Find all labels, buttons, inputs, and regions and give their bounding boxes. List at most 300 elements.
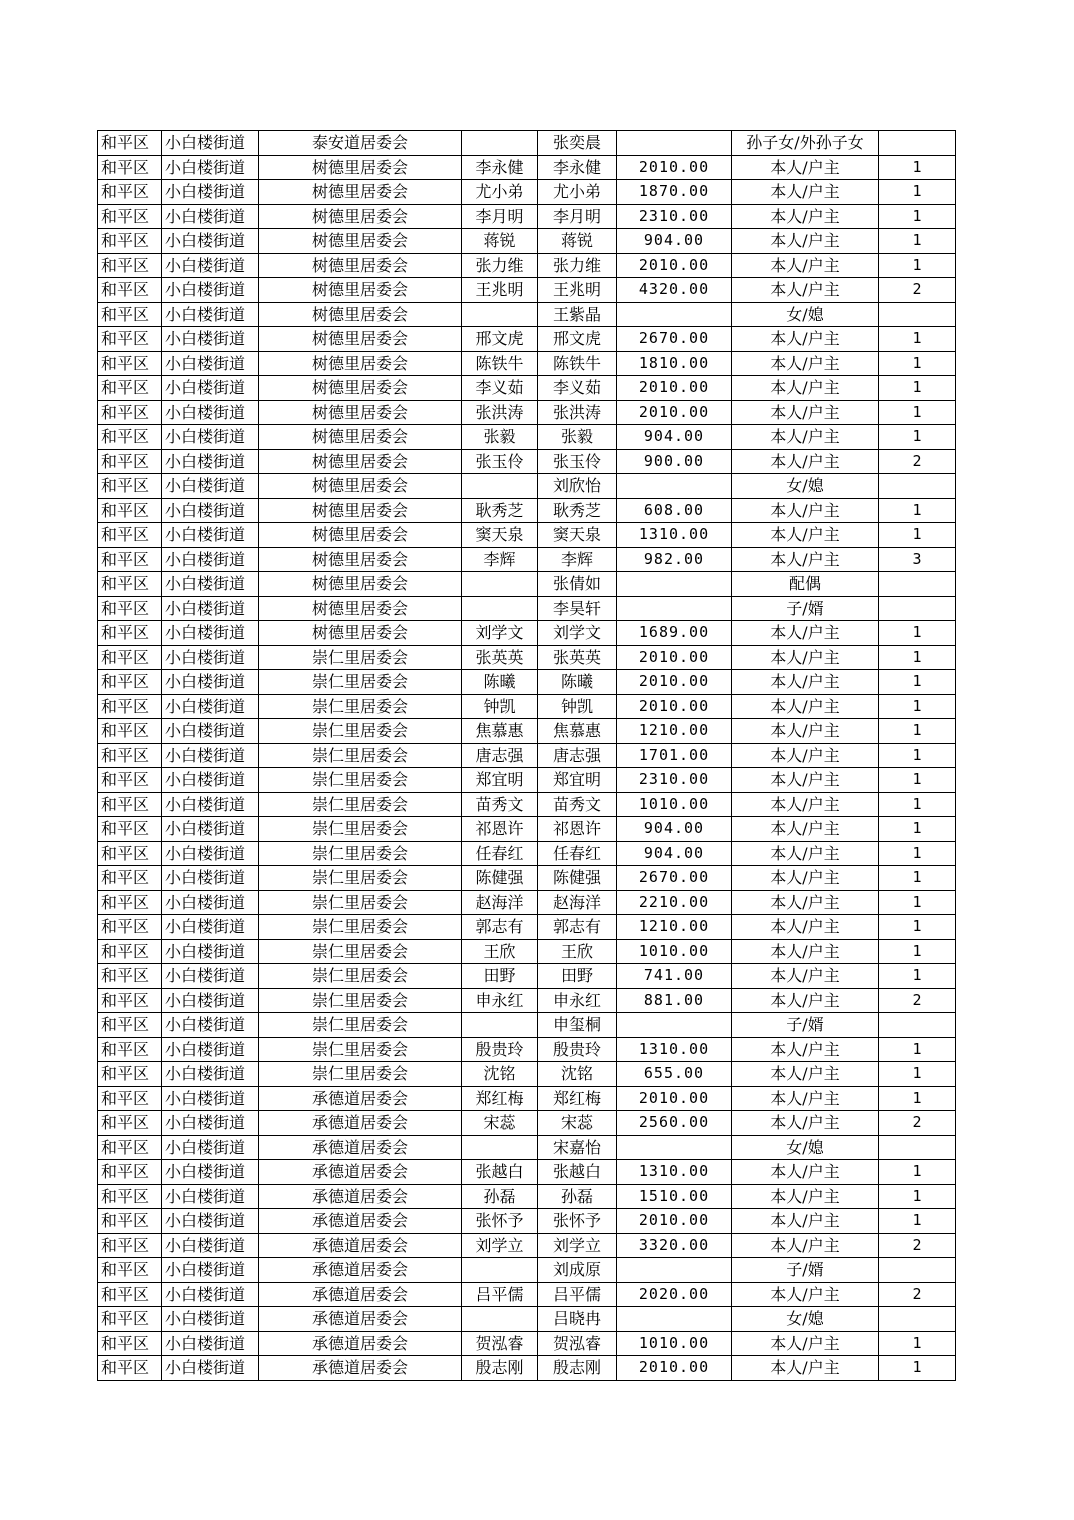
relation-cell: 本人/户主 [732,670,879,695]
committee-cell: 树德里居委会 [259,523,462,548]
amount-cell: 2560.00 [617,1111,732,1136]
member-name-cell: 刘学文 [538,621,617,646]
table-row [98,474,956,499]
district-cell: 和平区 [98,131,162,156]
amount-cell: 2010.00 [617,1086,732,1111]
district-cell: 和平区 [98,229,162,254]
applicant-cell: 王兆明 [462,278,538,303]
district-cell: 和平区 [98,204,162,229]
applicant-cell [462,1135,538,1160]
member-name-cell: 刘成原 [538,1258,617,1283]
relation-cell: 本人/户主 [732,1331,879,1356]
subdistrict-cell: 小白楼街道 [162,939,259,964]
relation-cell: 孙子女/外孙子女 [732,131,879,156]
household-size-cell: 1 [879,498,956,523]
table-row [98,1282,956,1307]
household-size-cell [879,1258,956,1283]
amount-cell: 1010.00 [617,792,732,817]
household-size-cell: 1 [879,890,956,915]
committee-cell: 承德道居委会 [259,1209,462,1234]
household-size-cell: 1 [879,768,956,793]
member-name-cell: 李义茹 [538,376,617,401]
table-row [98,915,956,940]
relation-cell: 本人/户主 [732,376,879,401]
household-size-cell: 2 [879,1233,956,1258]
table-row [98,988,956,1013]
applicant-cell: 申永红 [462,988,538,1013]
applicant-cell: 耿秀芝 [462,498,538,523]
subdistrict-cell: 小白楼街道 [162,278,259,303]
table-row [98,1233,956,1258]
subdistrict-cell: 小白楼街道 [162,547,259,572]
member-name-cell: 张奕晨 [538,131,617,156]
household-size-cell: 1 [879,792,956,817]
relation-cell: 本人/户主 [732,1111,879,1136]
district-cell: 和平区 [98,743,162,768]
amount-cell [617,302,732,327]
table-row [98,351,956,376]
member-name-cell: 张英英 [538,645,617,670]
household-size-cell: 1 [879,204,956,229]
relation-cell: 本人/户主 [732,425,879,450]
relation-cell: 本人/户主 [732,866,879,891]
district-cell: 和平区 [98,768,162,793]
amount-cell: 2020.00 [617,1282,732,1307]
table-row [98,1307,956,1332]
household-size-cell: 1 [879,964,956,989]
relation-cell: 本人/户主 [732,155,879,180]
table-row [98,400,956,425]
member-name-cell: 钟凯 [538,694,617,719]
household-size-cell [879,474,956,499]
household-size-cell: 2 [879,988,956,1013]
household-size-cell: 2 [879,1282,956,1307]
applicant-cell: 吕平儒 [462,1282,538,1307]
member-name-cell: 殷贵玲 [538,1037,617,1062]
applicant-cell: 赵海洋 [462,890,538,915]
relation-cell: 本人/户主 [732,498,879,523]
member-name-cell: 殷志刚 [538,1356,617,1381]
household-size-cell: 1 [879,1331,956,1356]
member-name-cell: 蒋锐 [538,229,617,254]
table-row [98,498,956,523]
table-row [98,547,956,572]
table-row [98,425,956,450]
table-row [98,768,956,793]
district-cell: 和平区 [98,155,162,180]
committee-cell: 树德里居委会 [259,621,462,646]
district-cell: 和平区 [98,498,162,523]
table-row [98,1331,956,1356]
applicant-cell: 张毅 [462,425,538,450]
district-cell: 和平区 [98,841,162,866]
district-cell: 和平区 [98,596,162,621]
district-cell: 和平区 [98,253,162,278]
applicant-cell: 刘学立 [462,1233,538,1258]
member-name-cell: 李永健 [538,155,617,180]
district-cell: 和平区 [98,915,162,940]
table-row [98,1184,956,1209]
relation-cell: 本人/户主 [732,1209,879,1234]
household-size-cell: 1 [879,866,956,891]
table-row [98,670,956,695]
table-row [98,449,956,474]
table-row [98,621,956,646]
subdistrict-cell: 小白楼街道 [162,768,259,793]
subdistrict-cell: 小白楼街道 [162,1233,259,1258]
committee-cell: 崇仁里居委会 [259,719,462,744]
district-cell: 和平区 [98,1258,162,1283]
table-row [98,1013,956,1038]
amount-cell [617,1307,732,1332]
amount-cell: 2310.00 [617,768,732,793]
household-size-cell: 2 [879,1111,956,1136]
committee-cell: 崇仁里居委会 [259,890,462,915]
member-name-cell: 陈曦 [538,670,617,695]
member-name-cell: 宋嘉怡 [538,1135,617,1160]
amount-cell [617,596,732,621]
subdistrict-cell: 小白楼街道 [162,596,259,621]
committee-cell: 树德里居委会 [259,253,462,278]
member-name-cell: 耿秀芝 [538,498,617,523]
committee-cell: 崇仁里居委会 [259,645,462,670]
member-name-cell: 祁恩许 [538,817,617,842]
table-row [98,743,956,768]
district-cell: 和平区 [98,890,162,915]
applicant-cell [462,302,538,327]
district-cell: 和平区 [98,1209,162,1234]
subdistrict-cell: 小白楼街道 [162,474,259,499]
applicant-cell: 李辉 [462,547,538,572]
relation-cell: 本人/户主 [732,939,879,964]
committee-cell: 崇仁里居委会 [259,694,462,719]
relation-cell: 本人/户主 [732,1062,879,1087]
committee-cell: 崇仁里居委会 [259,1037,462,1062]
relation-cell: 女/媳 [732,302,879,327]
committee-cell: 树德里居委会 [259,474,462,499]
applicant-cell: 尤小弟 [462,180,538,205]
district-cell: 和平区 [98,425,162,450]
applicant-cell: 任春红 [462,841,538,866]
member-name-cell: 王兆明 [538,278,617,303]
applicant-cell: 孙磊 [462,1184,538,1209]
table-row [98,1258,956,1283]
subdistrict-cell: 小白楼街道 [162,155,259,180]
household-size-cell: 1 [879,1037,956,1062]
relation-cell: 女/媳 [732,1307,879,1332]
household-size-cell: 1 [879,841,956,866]
member-name-cell: 郭志有 [538,915,617,940]
amount-cell: 2010.00 [617,670,732,695]
amount-cell [617,474,732,499]
committee-cell: 崇仁里居委会 [259,915,462,940]
table-row [98,1160,956,1185]
subdistrict-cell: 小白楼街道 [162,572,259,597]
amount-cell: 3320.00 [617,1233,732,1258]
member-name-cell: 尤小弟 [538,180,617,205]
committee-cell: 崇仁里居委会 [259,1062,462,1087]
amount-cell: 2010.00 [617,376,732,401]
table-row [98,180,956,205]
table-row [98,229,956,254]
relation-cell: 女/媳 [732,1135,879,1160]
relation-cell: 本人/户主 [732,719,879,744]
applicant-cell: 张力维 [462,253,538,278]
committee-cell: 树德里居委会 [259,596,462,621]
applicant-cell: 张越白 [462,1160,538,1185]
applicant-cell: 钟凯 [462,694,538,719]
household-size-cell: 1 [879,670,956,695]
applicant-cell: 郭志有 [462,915,538,940]
committee-cell: 承德道居委会 [259,1184,462,1209]
amount-cell: 1870.00 [617,180,732,205]
applicant-cell: 焦慕惠 [462,719,538,744]
member-name-cell: 张洪涛 [538,400,617,425]
relation-cell: 本人/户主 [732,1160,879,1185]
relation-cell: 本人/户主 [732,278,879,303]
household-size-cell: 1 [879,939,956,964]
household-size-cell [879,572,956,597]
committee-cell: 承德道居委会 [259,1282,462,1307]
amount-cell: 982.00 [617,547,732,572]
subdistrict-cell: 小白楼街道 [162,1258,259,1283]
committee-cell: 崇仁里居委会 [259,1013,462,1038]
subdistrict-cell: 小白楼街道 [162,621,259,646]
relation-cell: 本人/户主 [732,743,879,768]
relation-cell: 本人/户主 [732,229,879,254]
applicant-cell: 郑宜明 [462,768,538,793]
table-row [98,890,956,915]
committee-cell: 树德里居委会 [259,376,462,401]
committee-cell: 承德道居委会 [259,1111,462,1136]
table-row [98,131,956,156]
relation-cell: 本人/户主 [732,915,879,940]
household-size-cell [879,596,956,621]
subdistrict-cell: 小白楼街道 [162,1135,259,1160]
table-row [98,964,956,989]
committee-cell: 树德里居委会 [259,302,462,327]
amount-cell: 2010.00 [617,400,732,425]
table-row [98,1135,956,1160]
subdistrict-cell: 小白楼街道 [162,719,259,744]
amount-cell: 655.00 [617,1062,732,1087]
household-size-cell: 1 [879,400,956,425]
amount-cell: 1701.00 [617,743,732,768]
applicant-cell: 祁恩许 [462,817,538,842]
amount-cell: 900.00 [617,449,732,474]
roster-table [97,130,956,1381]
amount-cell: 2670.00 [617,327,732,352]
table-row [98,866,956,891]
amount-cell: 1010.00 [617,1331,732,1356]
district-cell: 和平区 [98,939,162,964]
subdistrict-cell: 小白楼街道 [162,1086,259,1111]
applicant-cell: 郑红梅 [462,1086,538,1111]
household-size-cell: 1 [879,327,956,352]
relation-cell: 本人/户主 [732,792,879,817]
committee-cell: 崇仁里居委会 [259,817,462,842]
subdistrict-cell: 小白楼街道 [162,866,259,891]
subdistrict-cell: 小白楼街道 [162,1307,259,1332]
district-cell: 和平区 [98,572,162,597]
amount-cell [617,1013,732,1038]
relation-cell: 本人/户主 [732,400,879,425]
subdistrict-cell: 小白楼街道 [162,1062,259,1087]
relation-cell: 本人/户主 [732,327,879,352]
table-row [98,327,956,352]
applicant-cell: 宋蕊 [462,1111,538,1136]
amount-cell: 2010.00 [617,155,732,180]
amount-cell [617,131,732,156]
applicant-cell: 张玉伶 [462,449,538,474]
amount-cell: 1310.00 [617,1037,732,1062]
table-row [98,694,956,719]
amount-cell: 2210.00 [617,890,732,915]
household-size-cell: 1 [879,915,956,940]
table-row [98,792,956,817]
applicant-cell: 沈铭 [462,1062,538,1087]
household-size-cell: 1 [879,523,956,548]
household-size-cell: 1 [879,743,956,768]
district-cell: 和平区 [98,449,162,474]
household-size-cell: 1 [879,1062,956,1087]
member-name-cell: 宋蕊 [538,1111,617,1136]
amount-cell [617,1258,732,1283]
applicant-cell: 李月明 [462,204,538,229]
amount-cell: 1310.00 [617,1160,732,1185]
subdistrict-cell: 小白楼街道 [162,841,259,866]
household-size-cell: 1 [879,253,956,278]
member-name-cell: 唐志强 [538,743,617,768]
district-cell: 和平区 [98,817,162,842]
committee-cell: 崇仁里居委会 [259,841,462,866]
district-cell: 和平区 [98,327,162,352]
table-row [98,939,956,964]
table-row [98,1111,956,1136]
amount-cell: 2010.00 [617,1356,732,1381]
household-size-cell: 1 [879,719,956,744]
subdistrict-cell: 小白楼街道 [162,523,259,548]
committee-cell: 承德道居委会 [259,1258,462,1283]
member-name-cell: 张怀予 [538,1209,617,1234]
subdistrict-cell: 小白楼街道 [162,180,259,205]
amount-cell [617,572,732,597]
table-row [98,572,956,597]
applicant-cell: 刘学文 [462,621,538,646]
applicant-cell [462,596,538,621]
relation-cell: 本人/户主 [732,1282,879,1307]
relation-cell: 本人/户主 [732,449,879,474]
committee-cell: 树德里居委会 [259,449,462,474]
subdistrict-cell: 小白楼街道 [162,964,259,989]
committee-cell: 树德里居委会 [259,180,462,205]
relation-cell: 本人/户主 [732,1233,879,1258]
amount-cell: 2670.00 [617,866,732,891]
subdistrict-cell: 小白楼街道 [162,1356,259,1381]
relation-cell: 本人/户主 [732,523,879,548]
amount-cell: 1689.00 [617,621,732,646]
subdistrict-cell: 小白楼街道 [162,1037,259,1062]
amount-cell: 904.00 [617,841,732,866]
table-row [98,1086,956,1111]
member-name-cell: 申永红 [538,988,617,1013]
subdistrict-cell: 小白楼街道 [162,327,259,352]
applicant-cell: 蒋锐 [462,229,538,254]
table-row [98,1062,956,1087]
district-cell: 和平区 [98,792,162,817]
relation-cell: 本人/户主 [732,621,879,646]
household-size-cell: 1 [879,694,956,719]
district-cell: 和平区 [98,670,162,695]
relation-cell: 子/婿 [732,1013,879,1038]
subdistrict-cell: 小白楼街道 [162,400,259,425]
member-name-cell: 张倩如 [538,572,617,597]
subdistrict-cell: 小白楼街道 [162,1282,259,1307]
member-name-cell: 苗秀文 [538,792,617,817]
committee-cell: 承德道居委会 [259,1331,462,1356]
applicant-cell: 苗秀文 [462,792,538,817]
committee-cell: 树德里居委会 [259,278,462,303]
committee-cell: 树德里居委会 [259,327,462,352]
member-name-cell: 陈铁牛 [538,351,617,376]
household-size-cell: 1 [879,621,956,646]
applicant-cell [462,572,538,597]
applicant-cell: 邢文虎 [462,327,538,352]
member-name-cell: 李昊轩 [538,596,617,621]
relation-cell: 本人/户主 [732,180,879,205]
amount-cell: 1010.00 [617,939,732,964]
district-cell: 和平区 [98,1331,162,1356]
committee-cell: 崇仁里居委会 [259,670,462,695]
subdistrict-cell: 小白楼街道 [162,645,259,670]
district-cell: 和平区 [98,621,162,646]
household-size-cell [879,1013,956,1038]
amount-cell: 1510.00 [617,1184,732,1209]
district-cell: 和平区 [98,351,162,376]
subdistrict-cell: 小白楼街道 [162,498,259,523]
member-name-cell: 郑宜明 [538,768,617,793]
member-name-cell: 申玺桐 [538,1013,617,1038]
committee-cell: 崇仁里居委会 [259,792,462,817]
district-cell: 和平区 [98,278,162,303]
district-cell: 和平区 [98,1111,162,1136]
district-cell: 和平区 [98,376,162,401]
subdistrict-cell: 小白楼街道 [162,1209,259,1234]
household-size-cell [879,131,956,156]
amount-cell: 1210.00 [617,915,732,940]
relation-cell: 本人/户主 [732,1037,879,1062]
district-cell: 和平区 [98,988,162,1013]
relation-cell: 本人/户主 [732,890,879,915]
subdistrict-cell: 小白楼街道 [162,670,259,695]
table-row [98,278,956,303]
roster-table-body [98,131,956,1381]
applicant-cell: 唐志强 [462,743,538,768]
table-row [98,253,956,278]
household-size-cell [879,302,956,327]
relation-cell: 子/婿 [732,596,879,621]
district-cell: 和平区 [98,523,162,548]
committee-cell: 承德道居委会 [259,1307,462,1332]
member-name-cell: 王紫晶 [538,302,617,327]
applicant-cell: 田野 [462,964,538,989]
amount-cell: 904.00 [617,229,732,254]
member-name-cell: 田野 [538,964,617,989]
member-name-cell: 郑红梅 [538,1086,617,1111]
subdistrict-cell: 小白楼街道 [162,253,259,278]
applicant-cell: 陈曦 [462,670,538,695]
relation-cell: 本人/户主 [732,964,879,989]
